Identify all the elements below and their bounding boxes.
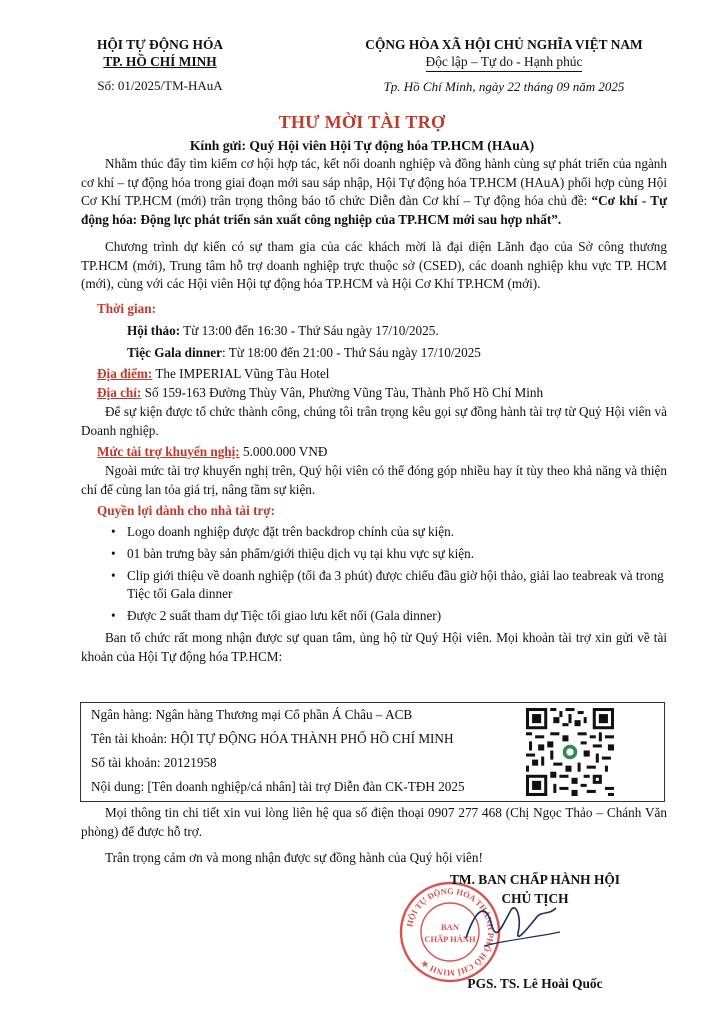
issuer-name: HỘI TỰ ĐỘNG HÓA (96, 37, 224, 52)
gala-time (127, 344, 667, 363)
bank-name: Ngân hàng: Ngân hàng Thương mại Cổ phần Á Châu – ACB (91, 707, 413, 722)
address-label: Địa chỉ: (97, 385, 142, 401)
time-label: Thời gian: (97, 301, 156, 317)
national-heading (344, 36, 664, 96)
transfer-note: Ban tổ chức rất mong nhận được sự quan tâm, ủng hộ từ Quý Hội viên. Mọi khoản tài trợ xin gửi về tài khoản của Hội Tự động hóa TP.HCM: (81, 629, 667, 664)
account-number: Số tài khoản: 20121958 (91, 755, 217, 770)
thanks-paragraph: Trân trọng cảm ơn và mong nhận được sự đồng hành của Quý hội viên! (105, 850, 483, 866)
seminar-time (127, 322, 667, 341)
amount-label: Mức tài trợ khuyến nghị: (97, 444, 240, 460)
amount-value: 5.000.000 VNĐ (239, 444, 328, 460)
seminar-value: Từ 13:00 đến 16:30 - Thứ Sáu ngày 17/10/2025. (180, 322, 439, 338)
address (81, 384, 667, 403)
extra-paragraph: Ngoài mức tài trợ khuyến nghị trên, Quý hội viên có thể đóng góp nhiều hay ít tùy theo khả năng và thiện chí để cùng lan tỏa giá trị, nâng tầm sự kiện. (81, 463, 667, 497)
venue-label: Địa điểm: (97, 366, 153, 382)
national-motto: Độc lập – Tự do - Hạnh phúc (426, 53, 583, 72)
intro-paragraph (81, 155, 667, 230)
payment-qr-code-icon (526, 708, 614, 796)
closing-section (81, 804, 667, 868)
issuer-block (70, 36, 250, 95)
intro-text: Nhằm thúc đẩy tìm kiếm cơ hội hợp tác, kết nối doanh nghiệp và đồng hành cùng sự phát triển của ngành cơ khí – tự động hóa trong giai đoạn mới sau sáp nhập, Hội Tự động hóa TP.HCM (HAuA) phối hợp cùng Hội Cơ Khí TP.HCM (mới) trân trọng thông báo tổ chức Diễn đàn Cơ khí – Tự động hóa chủ đề: (81, 156, 667, 209)
call-paragraph: Để sự kiện được tổ chức thành công, chúng tôi trân trọng kêu gọi sự đồng hành tài trợ từ Quý Hội viên và Doanh nghiệp. (81, 403, 667, 438)
signer-title: CHỦ TỊCH (501, 891, 569, 907)
list-item: • Được 2 suất tham dự Tiệc tối giao lưu kết nối (Gala dinner) (109, 607, 667, 626)
document-title: THƯ MỜI TÀI TRỢ (278, 112, 446, 132)
list-item: • Logo doanh nghiệp được đặt trên backdrop chính của sự kiện. (109, 523, 667, 542)
address-value: Số 159-163 Đường Thùy Vân, Phường Vũng Tàu, Thành Phố Hồ Chí Minh (141, 385, 544, 401)
time-heading (81, 300, 667, 319)
transfer-content: Nội dung: [Tên doanh nghiệp/cá nhân] tài trợ Diễn đàn CK-TĐH 2025 (91, 779, 465, 794)
signer-name: PGS. TS. Lê Hoài Quốc (467, 976, 603, 991)
issuer-city: TP. HỒ CHÍ MINH (103, 54, 217, 69)
nation-name: CỘNG HÒA XÃ HỘI CHỦ NGHĨA VIỆT NAM (365, 37, 643, 52)
greeting: Kính gửi: Quý Hội viên Hội Tự động hóa TP.HCM (HAuA) (189, 138, 535, 153)
document-number: Số: 01/2025/TM-HAuA (97, 77, 223, 93)
venue-value: The IMPERIAL Vũng Tàu Hotel (152, 366, 330, 382)
schedule (81, 322, 667, 362)
bank-info-box (80, 702, 665, 802)
document-header (70, 36, 664, 96)
benefits-list (81, 523, 667, 626)
contact-paragraph: Mọi thông tin chi tiết xin vui lòng liên hệ qua số điện thoại 0907 277 468 (Chị Ngọc Thảo – Chánh Văn phòng) để được hỗ trợ. (81, 805, 667, 839)
venue (81, 365, 667, 384)
participants-paragraph: Chương trình dự kiến có sự tham gia của các khách mời là đại diện Lãnh đạo của Sở công thương TP.HCM (mới), Trung tâm hỗ trợ doanh nghiệp trực thuộc sở (CSED), các doanh nghiệp khu vực TP. HCM (mới), cùng với các Hội viên Hội tự động hóa TP.HCM và Hội Cơ Khí TP.HCM (mới). (81, 238, 667, 292)
list-item: • 01 bàn trưng bày sản phẩm/giới thiệu dịch vụ tại khu vực sự kiện. (109, 545, 667, 564)
account-name: Tên tài khoản: HỘI TỰ ĐỘNG HÓA THÀNH PHỐ HỒ CHÍ MINH (91, 731, 454, 746)
seminar-label: Hội thảo: (127, 322, 181, 338)
sponsorship-amount (81, 443, 667, 462)
list-item: • Clip giới thiệu về doanh nghiệp (tối đa 3 phút) được chiếu đầu giờ hội thảo, giải lao teabreak và trong Tiệc tối Gala dinner (109, 567, 667, 604)
benefits-label: Quyền lợi dành cho nhà tài trợ: (97, 503, 276, 519)
gala-value: : Từ 18:00 đến 21:00 - Thứ Sáu ngày 17/10/2025 (222, 344, 481, 360)
signer-organization: TM. BAN CHẤP HÀNH HỘI (450, 872, 620, 887)
document-date: Tp. Hồ Chí Minh, ngày 22 tháng 09 năm 2025 (383, 79, 625, 94)
svg-text:BAN: BAN (441, 922, 459, 932)
benefits-heading (81, 502, 667, 521)
forum-theme: “Cơ khí - Tự động hóa: Động lực phát triển sản xuất công nghiệp của TP.HCM mới sau hợp nhất”. (81, 193, 667, 228)
gala-label: Tiệc Gala dinner (127, 344, 223, 360)
svg-text:CHẤP HÀNH: CHẤP HÀNH (424, 934, 476, 944)
svg-text:HỘI TỰ ĐỘNG HÓA THÀNH PHỐ HỒ C: HỘI TỰ ĐỘNG HÓA THÀNH PHỐ HỒ CHÍ MINH ★ (404, 885, 497, 979)
letter-body (81, 155, 667, 666)
